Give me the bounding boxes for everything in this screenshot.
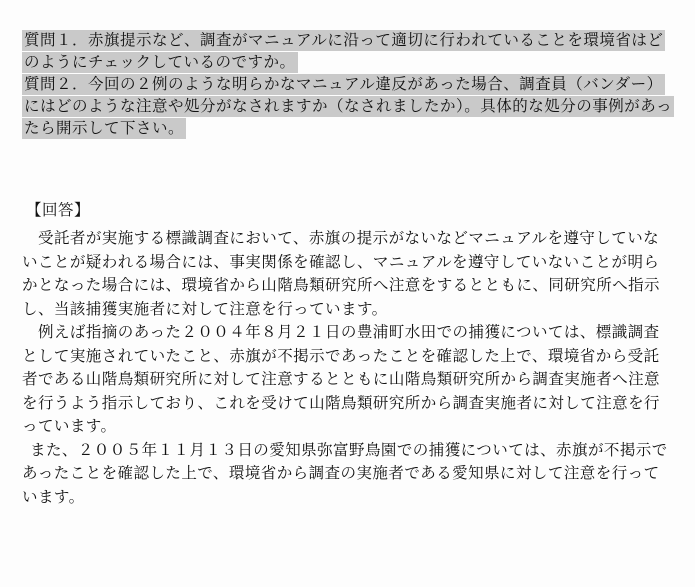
question-2-line-1: 質問２．今回の２例のような明らかなマニュアル違反があった場合、調査員（バンダー） xyxy=(24,75,663,93)
paragraph-line: います。 xyxy=(22,487,85,506)
answer-paragraph-1 xyxy=(22,227,672,321)
paragraph-line: また、２００５年１１月１３日の愛知県弥富野鳥園での捕獲については、赤旗が不掲示で xyxy=(30,440,668,459)
paragraph-line: 者である山階鳥類研究所に対して注意するとともに山階鳥類研究所から調査実施者へ注意 xyxy=(22,370,661,388)
paragraph-line: っています。 xyxy=(22,417,117,435)
paragraph-line: 受託者が実施する標識調査において、赤旗の提示がないなどマニュアルを遵守していな xyxy=(38,229,660,247)
answer-block xyxy=(22,199,672,509)
question-1-line-2: のようにチェックしているのですか。 xyxy=(24,53,296,71)
answer-heading: 【回答】 xyxy=(26,201,91,219)
answer-paragraph-3 xyxy=(22,439,672,510)
paragraph-line: 例えば指摘のあった２００４年８月２１日の豊浦町水田での捕獲については、標識調査 xyxy=(38,323,660,341)
paragraph-line: あったことを確認した上で、環境省から調査の実施者である愛知県に対して注意を行って xyxy=(22,464,660,482)
question-1-line-1: 質問１．赤旗提示など、調査がマニュアルに沿って適切に行われていることを環境省はど xyxy=(24,31,664,49)
paragraph-line: を行うよう指示しており、これを受けて山階鳥類研究所から調査実施者に対して注意を行 xyxy=(22,393,661,412)
paragraph-line: いことが疑われる場合には、事実関係を確認し、マニュアルを遵守していないことが明ら xyxy=(22,252,660,271)
questions-block xyxy=(22,30,673,140)
question-2-line-2: にはどのような注意や処分がなされますか（なされましたか）。具体的な処分の事例があっ xyxy=(24,97,673,115)
paragraph-line: として実施されていたこと、赤旗が不掲示であったことを確認した上で、環境省から受託 xyxy=(22,346,660,365)
paragraph-line: し、当該捕獲実施者に対して注意を行っています。 xyxy=(22,299,388,318)
question-2-line-3: たら開示して下さい。 xyxy=(24,119,185,137)
paragraph-line: かとなった場合には、環境省から山階鳥類研究所へ注意をするとともに、同研究所へ指示 xyxy=(22,276,661,294)
answer-paragraph-2 xyxy=(22,321,672,439)
